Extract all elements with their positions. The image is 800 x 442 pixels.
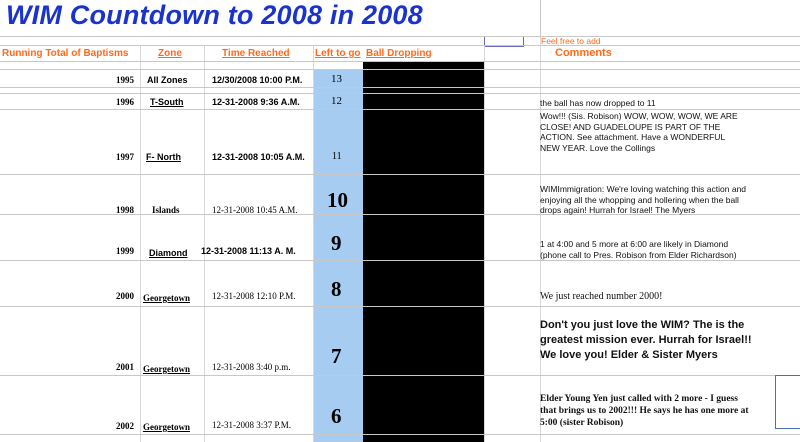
row-comment: Wow!!! (Sis. Robison) WOW, WOW, WOW, WE ARE CLOSE! AND GUADELOUPE IS PART OF THE ACTION. See attachment. Have a WONDERFUL NEW YEAR. Love the Collings — [540, 111, 738, 153]
row-zone: Georgetown — [143, 293, 190, 303]
page-title: WIM Countdown to 2008 in 2008 — [6, 0, 423, 30]
row-time: 12/30/2008 10:00 P.M. — [212, 75, 303, 85]
grid-col-line — [204, 45, 205, 442]
row-time: 12-31-2008 10:45 A.M. — [212, 205, 298, 215]
row-zone: F- North — [146, 152, 181, 162]
grid-row-line — [0, 375, 800, 376]
row-left-to-go: 7 — [331, 344, 342, 368]
row-zone: T-South — [150, 97, 184, 107]
grid-col-line — [313, 45, 314, 442]
row-left-to-go: 8 — [331, 277, 342, 301]
row-comment: WIMImmigration: We're loving watching this action and enjoying all the whopping and hollering when the ball drops again! Hurrah for Israel! The Myers — [540, 184, 747, 215]
grid-row-line — [0, 87, 800, 88]
row-left-to-go: 9 — [331, 231, 342, 255]
ball-dropping-column-fill — [363, 61, 484, 442]
row-comment: 1 at 4:00 and 5 more at 6:00 are likely in Diamond (phone call to Pres. Robison from Elder Richardson) — [540, 239, 737, 260]
row-zone: Georgetown — [143, 422, 190, 432]
row-comment: We just reached number 2000! — [540, 291, 663, 302]
grid-row-line — [0, 69, 800, 70]
header-running-total: Running Total of Baptisms — [2, 48, 129, 59]
row-total: 1996 — [116, 97, 134, 107]
grid-row-line — [0, 174, 800, 175]
comment-text-box[interactable] — [775, 375, 800, 429]
row-time: 12-31-2008 12:10 P.M. — [212, 291, 296, 301]
row-left-to-go: 11 — [332, 151, 342, 162]
row-time: 12-31-2008 3:40 p.m. — [212, 362, 291, 372]
grid-row-line — [0, 434, 800, 435]
row-zone: Diamond — [149, 248, 188, 258]
row-total: 2002 — [116, 421, 134, 431]
row-time: 12-31-2008 9:36 A.M. — [212, 97, 300, 107]
row-comment: Don't you just love the WIM? The is the greatest mission ever. Hurrah for Israel!! We love you! Elder & Sister Myers — [540, 319, 752, 361]
header-zone: Zone — [158, 48, 182, 59]
row-left-to-go: 10 — [327, 188, 348, 212]
header-left-to-go: Left to go — [315, 48, 361, 59]
row-left-to-go: 12 — [331, 95, 342, 107]
title-cell-border — [540, 0, 541, 36]
feel-free-note: Feel free to add — [541, 36, 601, 46]
grid-col-line — [140, 45, 141, 442]
row-left-to-go: 13 — [331, 73, 342, 85]
grid-row-line — [0, 45, 800, 46]
header-time-reached: Time Reached — [222, 48, 290, 59]
row-time: 12-31-2008 10:05 A.M. — [212, 152, 305, 162]
grid-row-line — [0, 61, 800, 62]
header-comments: Comments — [555, 47, 612, 59]
row-total: 1999 — [116, 246, 134, 256]
grid-row-line — [0, 109, 800, 110]
grid-col-line — [484, 45, 485, 442]
grid-row-line — [0, 93, 800, 94]
row-comment: Elder Young Yen just called with 2 more - I guess that brings us to 2002!!! He says he has one more at 5:00 (sister Robison) — [540, 394, 749, 428]
row-total: 2001 — [116, 362, 134, 372]
grid-row-line — [0, 36, 800, 37]
row-total: 1997 — [116, 152, 134, 162]
grid-row-line — [0, 260, 800, 261]
row-total: 1998 — [116, 205, 134, 215]
header-ball-dropping: Ball Dropping — [366, 48, 432, 59]
row-zone: Georgetown — [143, 364, 190, 374]
row-time: 12-31-2008 11:13 A. M. — [201, 246, 296, 256]
row-zone: All Zones — [147, 75, 188, 85]
row-time: 12-31-2008 3:37 P.M. — [212, 420, 292, 430]
grid-row-line — [0, 306, 800, 307]
row-comment: the ball has now dropped to 11 — [540, 98, 656, 108]
row-total: 2000 — [116, 291, 134, 301]
row-zone: Islands — [152, 205, 180, 215]
row-total: 1995 — [116, 75, 134, 85]
row-left-to-go: 6 — [331, 404, 342, 428]
